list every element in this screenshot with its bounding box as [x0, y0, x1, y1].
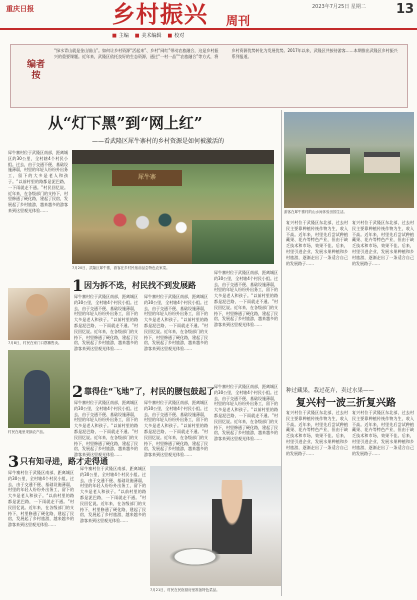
main-photo-caption: 7月20日，武隆区犀牛寨，游客在乡村民宿前品尝特色农家菜。: [72, 266, 170, 270]
section-text: 犀牛寨村位于武隆区南部，距离城区约30公里，全村辖4个村民小组。过去，由于交通不便、基础设施薄弱，村里的年轻人纷纷外出务工，留下的大多是老人和孩子。“以前村里的路都是泥巴路，一下雨就走不通。”村民回忆说。近年来，在各级部门的支持下，村里修通了硬化路，建起了民宿，发展起了乡村旅游，越来越多的游客来到这里观光体验……: [80, 466, 146, 524]
section-text: 犀牛寨村位于武隆区南部，距离城区约30公里，全村辖4个村民小组。过去，由于交通不便、基础设施薄弱，村里的年轻人纷纷外出务工，留下的大多是老人和孩子。“以前村里的路都是泥巴路，一下雨就走不通。”村民回忆说。近年来，在各级部门的支持下，村里修通了硬化路，建起了民宿，发展起了乡村旅游，越来越多的游客来到这里观光体验……: [74, 400, 138, 458]
right-column-text: 复兴村位于武隆区东北部，过去村民主要靠种植传统作物为生，收入不高。近年来，村里先后尝试种植藏果、花卉等特色产业，但由于缺乏技术和市场，效果不佳。后来，村里引进企业，发展水果种植和乡村旅游，逐渐走出了一条适合自己的发展路子……: [352, 220, 414, 266]
right-column-text: 复兴村位于武隆区东北部，过去村民主要靠种植传统作物为生，收入不高。近年来，村里先后尝试种植藏果、花卉等特色产业，但由于缺乏技术和市场，效果不佳。后来，村里引进企业，发展水果种植和乡村旅游，逐渐走出了一条适合自己的发展路子……: [286, 220, 348, 266]
left-photo-2: [8, 350, 70, 428]
section-text: 犀牛寨村位于武隆区南部，距离城区约30公里，全村辖4个村民小组。过去，由于交通不便、基础设施薄弱，村里的年轻人纷纷外出务工，留下的大多是老人和孩子。“以前村里的路都是泥巴路，一下雨就走不通。”村民回忆说。近年来，在各级部门的支持下，村里修通了硬化路，建起了民宿，发展起了乡村旅游，越来越多的游客来到这里观光体验……: [214, 384, 278, 442]
section-heading: 只有知寻进，路才走得通: [20, 457, 108, 466]
section-number: 1: [72, 276, 84, 295]
masthead-logo: 重庆日报: [6, 5, 34, 13]
photo-sign: 犀牛寨: [112, 170, 182, 186]
section-text: 犀牛寨村位于武隆区南部，距离城区约30公里，全村辖4个村民小组。过去，由于交通不便、基础设施薄弱，村里的年轻人纷纷外出务工，留下的大多是老人和孩子。“以前村里的路都是泥巴路，一下雨就走不通。”村民回忆说。近年来，在各级部门的支持下，村里修通了硬化路，建起了民宿，发展起了乡村旅游，越来越多的游客来到这里观光体验……: [8, 470, 74, 528]
left-photo-caption-2: 村民在地里采摘农产品。: [8, 430, 47, 434]
right-column-text: 复兴村位于武隆区东北部，过去村民主要靠种植传统作物为生，收入不高。近年来，村里先后尝试种植藏果、花卉等特色产业，但由于缺乏技术和市场，效果不佳。后来，村里引进企业，发展水果种植和乡村旅游，逐渐走出了一条适合自己的发展路子……: [286, 410, 348, 456]
subnav-item: ■ 主编: [112, 32, 129, 39]
section-text: 犀牛寨村位于武隆区南部，距离城区约30公里，全村辖4个村民小组。过去，由于交通不便、基础设施薄弱，村里的年轻人纷纷外出务工，留下的大多是老人和孩子。“以前村里的路都是泥巴路，一下雨就走不通。”村民回忆说。近年来，在各级部门的支持下，村里修通了硬化路，建起了民宿，发展起了乡村旅游，越来越多的游客来到这里观光体验……: [144, 400, 208, 458]
header-rule: [0, 28, 417, 30]
photo-bowl: [160, 548, 230, 570]
editor-note-mark: 编者按: [26, 60, 45, 81]
right-kicker: 种过藏果，栽过花卉，卖过水果——: [286, 388, 375, 394]
photo-face: [26, 294, 48, 316]
article-subtitle: ——看武隆区犀牛寨村的乡村资源是如何被激活的: [92, 138, 225, 145]
main-photo: [72, 150, 274, 264]
kitchen-photo: [150, 466, 282, 586]
right-photo: [284, 112, 414, 208]
photo-person: [212, 480, 252, 554]
photo-house: [364, 152, 400, 173]
section-title: 乡村振兴: [112, 1, 208, 28]
photo-pond: [192, 220, 274, 264]
subnav: [112, 32, 184, 39]
article-title: 从“灯下黑”到“网上红”: [48, 114, 203, 132]
section-number: 2: [72, 382, 84, 401]
subnav-item: ■ 美术编辑: [135, 32, 162, 39]
section-text: 犀牛寨村位于武隆区南部，距离城区约30公里，全村辖4个村民小组。过去，由于交通不便、基础设施薄弱，村里的年轻人纷纷外出务工，留下的大多是老人和孩子。“以前村里的路都是泥巴路，一下雨就走不通。”村民回忆说。近年来，在各级部门的支持下，村里修通了硬化路，建起了民宿，发展起了乡村旅游，越来越多的游客来到这里观光体验……: [214, 270, 278, 328]
section-heading: 因为拆不迭，村民找不到发展路: [84, 281, 196, 290]
section-subtitle: 周刊: [226, 14, 251, 28]
editor-note-text: “绿水青山就是金山银山”。如何让乡村资源“活起来”、乡村“网红”带动农旅融合，这是乡村振兴的重要课题。近年来，武隆区依托良好的生态资源，通过“一村一品”“农旅融合”等方式，将乡村资源优势转化为发展优势。2017年以来，武隆区共接待游客……本期推出武隆区乡村振兴系列报道。: [54, 48, 398, 59]
right-photo-caption: 游客在犀牛寨村的山水间体验田园生活。: [284, 210, 347, 214]
photo-figure: [24, 370, 50, 424]
left-photo-caption: 7月8日，村民在家门口摆摊售卖。: [8, 341, 62, 345]
photo-people: [102, 200, 192, 250]
date-line: 2023年7月25日 星期二: [312, 4, 366, 10]
column-divider: [281, 110, 282, 596]
kitchen-photo-caption: 7月21日，村民在民宿厨房里准备特色菜品。: [150, 588, 220, 592]
right-column-text: 复兴村位于武隆区东北部，过去村民主要靠种植传统作物为生，收入不高。近年来，村里先后尝试种植藏果、花卉等特色产业，但由于缺乏技术和市场，效果不佳。后来，村里引进企业，发展水果种植和乡村旅游，逐渐走出了一条适合自己的发展路子……: [352, 410, 414, 456]
section-heading: 靠得住“飞地”了，村民的腰包鼓起了: [84, 387, 215, 396]
photo-roof: [72, 150, 274, 164]
photo-house: [306, 148, 350, 174]
section-text: 犀牛寨村位于武隆区南部，距离城区约30公里，全村辖4个村民小组。过去，由于交通不便、基础设施薄弱，村里的年轻人纷纷外出务工，留下的大多是老人和孩子。“以前村里的路都是泥巴路，一下雨就走不通。”村民回忆说。近年来，在各级部门的支持下，村里修通了硬化路，建起了民宿，发展起了乡村旅游，越来越多的游客来到这里观光体验……: [74, 294, 138, 352]
left-photo-1: [8, 288, 70, 340]
subnav-item: ■ 校对: [168, 32, 185, 39]
section-number: 3: [8, 452, 20, 471]
page-number: 13: [396, 2, 415, 17]
right-title: 复兴村一波三折复兴路: [296, 398, 396, 409]
section-text: 犀牛寨村位于武隆区南部，距离城区约30公里，全村辖4个村民小组。过去，由于交通不便、基础设施薄弱，村里的年轻人纷纷外出务工，留下的大多是老人和孩子。“以前村里的路都是泥巴路，一下雨就走不通。”村民回忆说。近年来，在各级部门的支持下，村里修通了硬化路，建起了民宿，发展起了乡村旅游，越来越多的游客来到这里观光体验……: [144, 294, 208, 352]
article-lead-text: 犀牛寨村位于武隆区南部，距离城区约30公里，全村辖4个村民小组。过去，由于交通不便、基础设施薄弱，村里的年轻人纷纷外出务工，留下的大多是老人和孩子。“以前村里的路都是泥巴路，一下雨就走不通。”村民回忆说。近年来，在各级部门的支持下，村里修通了硬化路，建起了民宿，发展起了乡村旅游，越来越多的游客来到这里观光体验……: [8, 150, 68, 213]
